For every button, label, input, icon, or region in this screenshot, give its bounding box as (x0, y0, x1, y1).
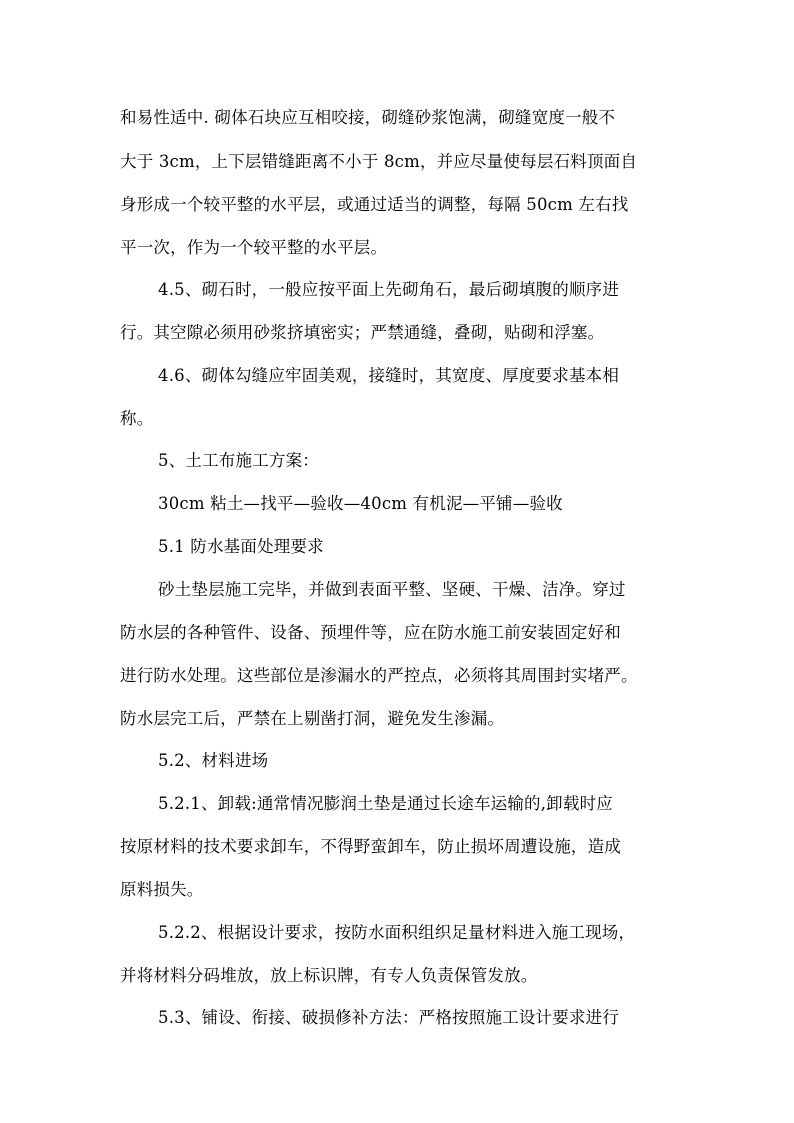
paragraph-line: 原料损失。 (120, 880, 204, 899)
paragraph-line: 5.2.2、根据设计要求，按防水面积组织足量材料进入施工现场， (158, 923, 636, 942)
paragraph-line: 进行防水处理。这些部位是渗漏水的严控点，必须将其周围封实堵严。 (120, 666, 638, 685)
process-sequence: 30cm 粘土—找平—验收—40cm 有机泥—平铺—验收 (158, 494, 563, 513)
paragraph-line: 4.6、砌体勾缝应牢固美观，接缝时，其宽度、厚度要求基本相 (158, 366, 620, 385)
paragraph-line: 和易性适中. 砌体石块应互相咬接，砌缝砂浆饱满，砌缝宽度一般不 (120, 108, 616, 127)
subsection-heading: 5.1 防水基面处理要求 (158, 537, 324, 556)
paragraph-line: 行。其空隙必须用砂浆挤填密实；严禁通缝，叠砌，贴砌和浮塞。 (120, 323, 605, 342)
paragraph-line: 5.3、铺设、衔接、破损修补方法：严格按照施工设计要求进行 (158, 1008, 620, 1027)
paragraph-line: 大于 3cm，上下层错缝距离不小于 8cm，并应尽量使每层石料顶面自 (120, 152, 638, 171)
paragraph-line: 4.5、砌石时，一般应按平面上先砌角石，最后砌填腹的顺序进 (158, 280, 620, 299)
paragraph-line: 平一次，作为一个较平整的水平层。 (120, 238, 388, 257)
paragraph-line: 称。 (120, 409, 154, 428)
paragraph-line: 按原材料的技术要求卸车，不得野蛮卸车，防止损坏周遭设施，造成 (120, 837, 621, 856)
paragraph-line: 防水层完工后，严禁在上剔凿打洞，避免发生渗漏。 (120, 709, 505, 728)
paragraph-line: 5.2.1、卸载:通常情况膨润土垫是通过长途车运输的,卸载时应 (158, 794, 613, 813)
subsection-heading: 5.2、材料进场 (158, 751, 269, 770)
section-heading: 5、土工布施工方案： (158, 451, 319, 470)
paragraph-line: 身形成一个较平整的水平层，或通过适当的调整，每隔 50cm 左右找 (120, 195, 629, 214)
paragraph-line: 防水层的各种管件、设备、预埋件等，应在防水施工前安装固定好和 (120, 623, 621, 642)
paragraph-line: 并将材料分码堆放，放上标识牌，有专人负责保管发放。 (120, 966, 538, 985)
paragraph-line: 砂土垫层施工完毕，并做到表面平整、坚硬、干燥、洁净。穿过 (158, 580, 626, 599)
